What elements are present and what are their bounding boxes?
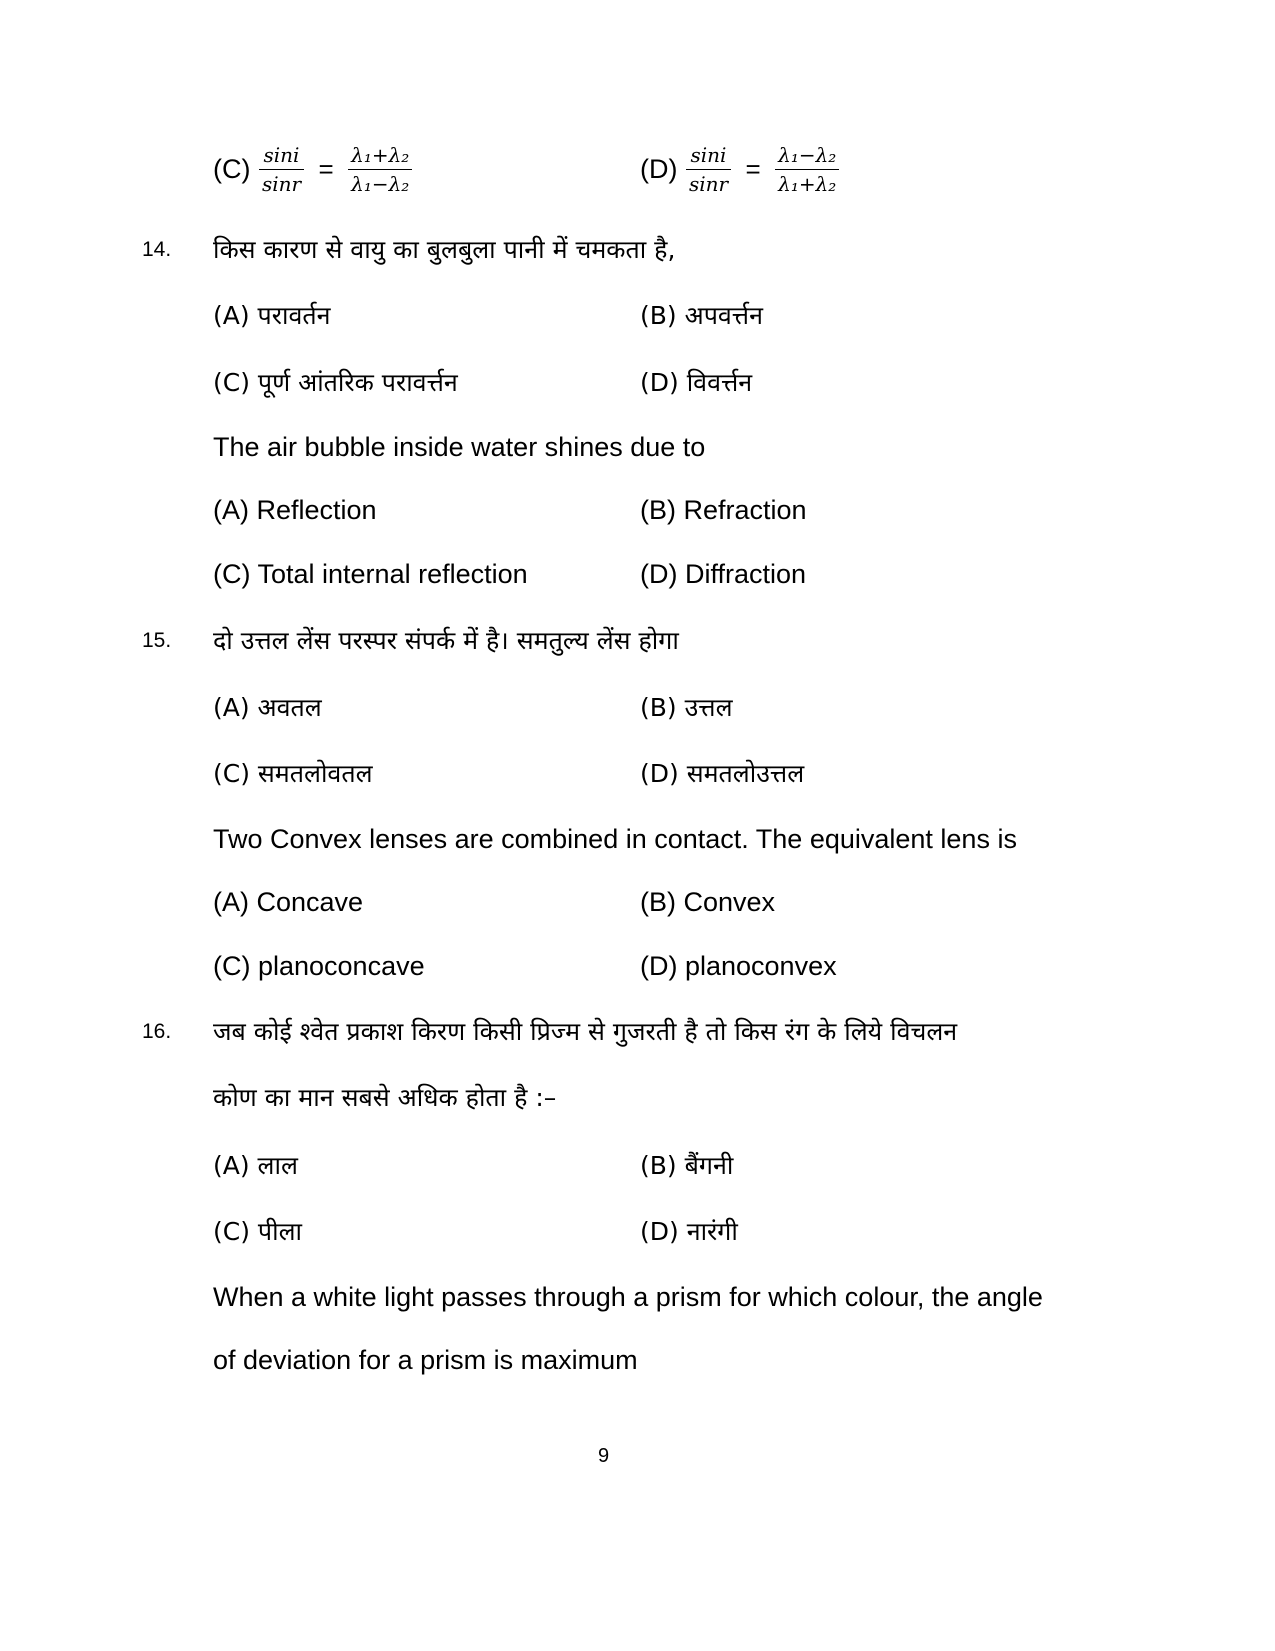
q15-hindi-option-c: (C) समतलोवतल bbox=[213, 759, 373, 788]
option-d-formula bbox=[640, 143, 843, 196]
question-14-hindi: किस कारण से वायु का बुलबुला पानी में चमकता है, bbox=[213, 235, 676, 264]
q15-hindi-option-a: (A) अवतल bbox=[213, 693, 322, 722]
q16-hindi-option-d: (D) नारंगी bbox=[640, 1217, 738, 1246]
question-16-hindi-line2: कोण का मान सबसे अधिक होता है :– bbox=[213, 1083, 557, 1112]
option-c-formula bbox=[213, 143, 416, 196]
fraction-numerator: sini bbox=[686, 143, 731, 170]
question-number: 14. bbox=[142, 238, 172, 261]
q15-english-option-b: (B) Convex bbox=[640, 887, 776, 917]
q14-hindi-option-c: (C) पूर्ण आंतरिक परावर्त्तन bbox=[213, 368, 458, 397]
fraction-numerator: λ₁+λ₂ bbox=[348, 143, 412, 170]
fraction-lambda bbox=[348, 143, 412, 196]
fraction-denominator: sinr bbox=[688, 172, 729, 196]
q14-hindi-option-a: (A) परावर्तन bbox=[213, 301, 331, 330]
fraction-numerator: sini bbox=[259, 143, 304, 170]
question-16-english-line2: of deviation for a prism is maximum bbox=[213, 1345, 638, 1375]
q15-english-option-d: (D) planoconvex bbox=[640, 951, 837, 981]
fraction-denominator: λ₁+λ₂ bbox=[778, 172, 837, 196]
option-label: (C) bbox=[213, 154, 251, 184]
q14-english-option-a: (A) Reflection bbox=[213, 495, 377, 525]
q16-hindi-option-b: (B) बैंगनी bbox=[640, 1151, 734, 1180]
question-number: 16. bbox=[142, 1020, 172, 1043]
fraction-lambda bbox=[775, 143, 839, 196]
q16-hindi-option-c: (C) पीला bbox=[213, 1217, 303, 1246]
fraction-sini-sinr bbox=[686, 143, 731, 196]
fraction-sini-sinr bbox=[259, 143, 304, 196]
q14-english-option-c: (C) Total internal reflection bbox=[213, 559, 528, 589]
equals-sign: = bbox=[318, 154, 334, 184]
q14-hindi-option-d: (D) विवर्त्तन bbox=[640, 368, 753, 397]
q14-hindi-option-b: (B) अपवर्त्तन bbox=[640, 301, 763, 330]
question-number: 15. bbox=[142, 629, 172, 652]
question-14-english: The air bubble inside water shines due to bbox=[213, 432, 706, 462]
question-15-english: Two Convex lenses are combined in contact. The equivalent lens is bbox=[213, 824, 1017, 854]
q15-english-option-c: (C) planoconcave bbox=[213, 951, 425, 981]
question-16-hindi-line1: जब कोई श्वेत प्रकाश किरण किसी प्रिज्म से गुजरती है तो किस रंग के लिये विचलन bbox=[213, 1017, 958, 1046]
question-16-english-line1: When a white light passes through a prism for which colour, the angle bbox=[213, 1282, 1043, 1312]
page-number: 9 bbox=[598, 1445, 610, 1467]
fraction-denominator: sinr bbox=[261, 172, 302, 196]
q14-english-option-d: (D) Diffraction bbox=[640, 559, 807, 589]
q15-hindi-option-d: (D) समतलोउत्तल bbox=[640, 759, 805, 788]
option-label: (D) bbox=[640, 154, 678, 184]
q15-hindi-option-b: (B) उत्तल bbox=[640, 693, 733, 722]
question-15-hindi: दो उत्तल लेंस परस्पर संपर्क में है। समतुल्य लेंस होगा bbox=[213, 626, 679, 655]
fraction-numerator: λ₁−λ₂ bbox=[775, 143, 839, 170]
q16-hindi-option-a: (A) लाल bbox=[213, 1151, 298, 1180]
equals-sign: = bbox=[745, 154, 761, 184]
fraction-denominator: λ₁−λ₂ bbox=[351, 172, 410, 196]
q14-english-option-b: (B) Refraction bbox=[640, 495, 807, 525]
q15-english-option-a: (A) Concave bbox=[213, 887, 364, 917]
